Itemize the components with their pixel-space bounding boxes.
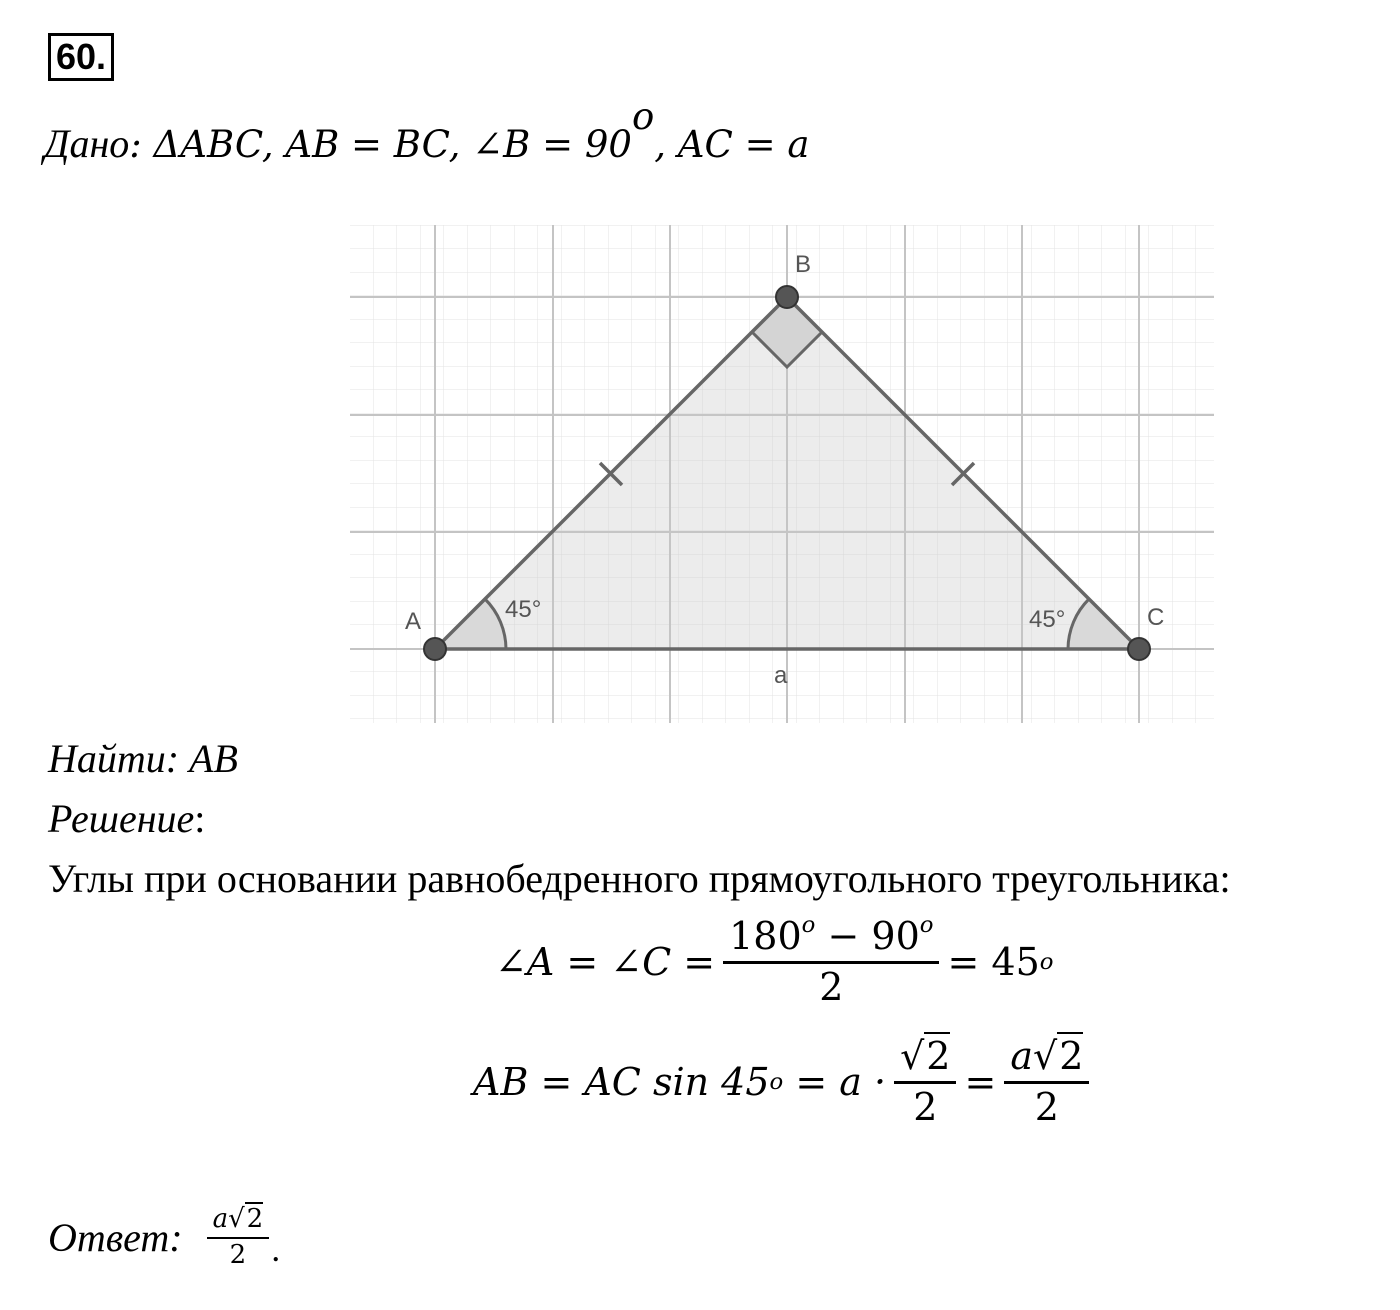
point-c <box>1128 638 1150 660</box>
answer-fraction <box>207 1205 270 1271</box>
answer-period: . <box>271 1228 281 1269</box>
problem-number: 60. <box>48 33 114 81</box>
find-line <box>48 735 238 782</box>
solution-colon: : <box>194 796 206 841</box>
answer-label: Ответ: <box>48 1215 183 1261</box>
formula2-equals: = <box>964 1060 997 1105</box>
answer-denominator: 2 <box>229 1239 247 1270</box>
statement: Углы при основании равнобедренного прямоугольного треугольника: <box>48 856 1231 901</box>
num-90: − 90 <box>815 914 920 958</box>
deg-sup-1: o <box>801 911 816 938</box>
frac1-radicand: 2 <box>926 1034 951 1078</box>
frac2-numerator: a√2 <box>1004 1035 1089 1084</box>
answer-numerator: a√2 <box>207 1205 270 1239</box>
formula2-fraction1 <box>894 1035 956 1129</box>
triangle-diagram <box>350 225 1214 723</box>
given-degree: o <box>631 95 655 138</box>
formula-ab <box>473 1035 1097 1129</box>
answer-line <box>48 1205 280 1271</box>
deg-sup-4: o <box>769 1069 784 1096</box>
angle-a-label: 45° <box>505 596 542 623</box>
find-expr: : AB <box>165 736 238 781</box>
label-a: A <box>405 608 422 635</box>
deg-sup-2: o <box>919 911 934 938</box>
find-label: Найти <box>48 736 166 781</box>
given-label: Дано <box>44 120 130 166</box>
formula1-denominator: 2 <box>819 964 844 1009</box>
formula1-fraction <box>723 911 939 1009</box>
frac1-denominator: 2 <box>913 1084 938 1129</box>
formula-angles <box>495 911 1054 1009</box>
frac2-a: a <box>1010 1034 1033 1078</box>
formula2-lhs: AB = AC sin 45 <box>473 1060 770 1105</box>
label-base: a <box>774 662 788 689</box>
deg-sup-3: o <box>1039 949 1054 976</box>
given-expression: : ΔABC, AB = BC, ∠B = 90 <box>129 122 632 166</box>
answer-a: a <box>212 1204 229 1234</box>
solution-line <box>48 795 205 842</box>
frac2-radicand: 2 <box>1059 1034 1084 1078</box>
given-line <box>44 95 810 167</box>
answer-radicand: 2 <box>246 1204 264 1234</box>
formula2-fraction2 <box>1004 1035 1089 1129</box>
num-180: 180 <box>729 914 802 958</box>
given-tail: , AC = a <box>654 122 810 166</box>
formula1-rhs: = 45 <box>947 940 1040 985</box>
point-b <box>776 286 798 308</box>
formula2-mid: = a · <box>783 1060 887 1105</box>
solution-label: Решение <box>48 796 195 841</box>
frac2-denominator: 2 <box>1034 1084 1059 1129</box>
point-a <box>424 638 446 660</box>
formula1-numerator <box>723 911 939 964</box>
label-b: B <box>795 251 812 278</box>
frac1-numerator: √2 <box>894 1035 956 1084</box>
angle-c-label: 45° <box>1029 606 1066 633</box>
label-c: C <box>1147 604 1165 631</box>
formula1-lhs: ∠A = ∠C = <box>495 940 716 985</box>
